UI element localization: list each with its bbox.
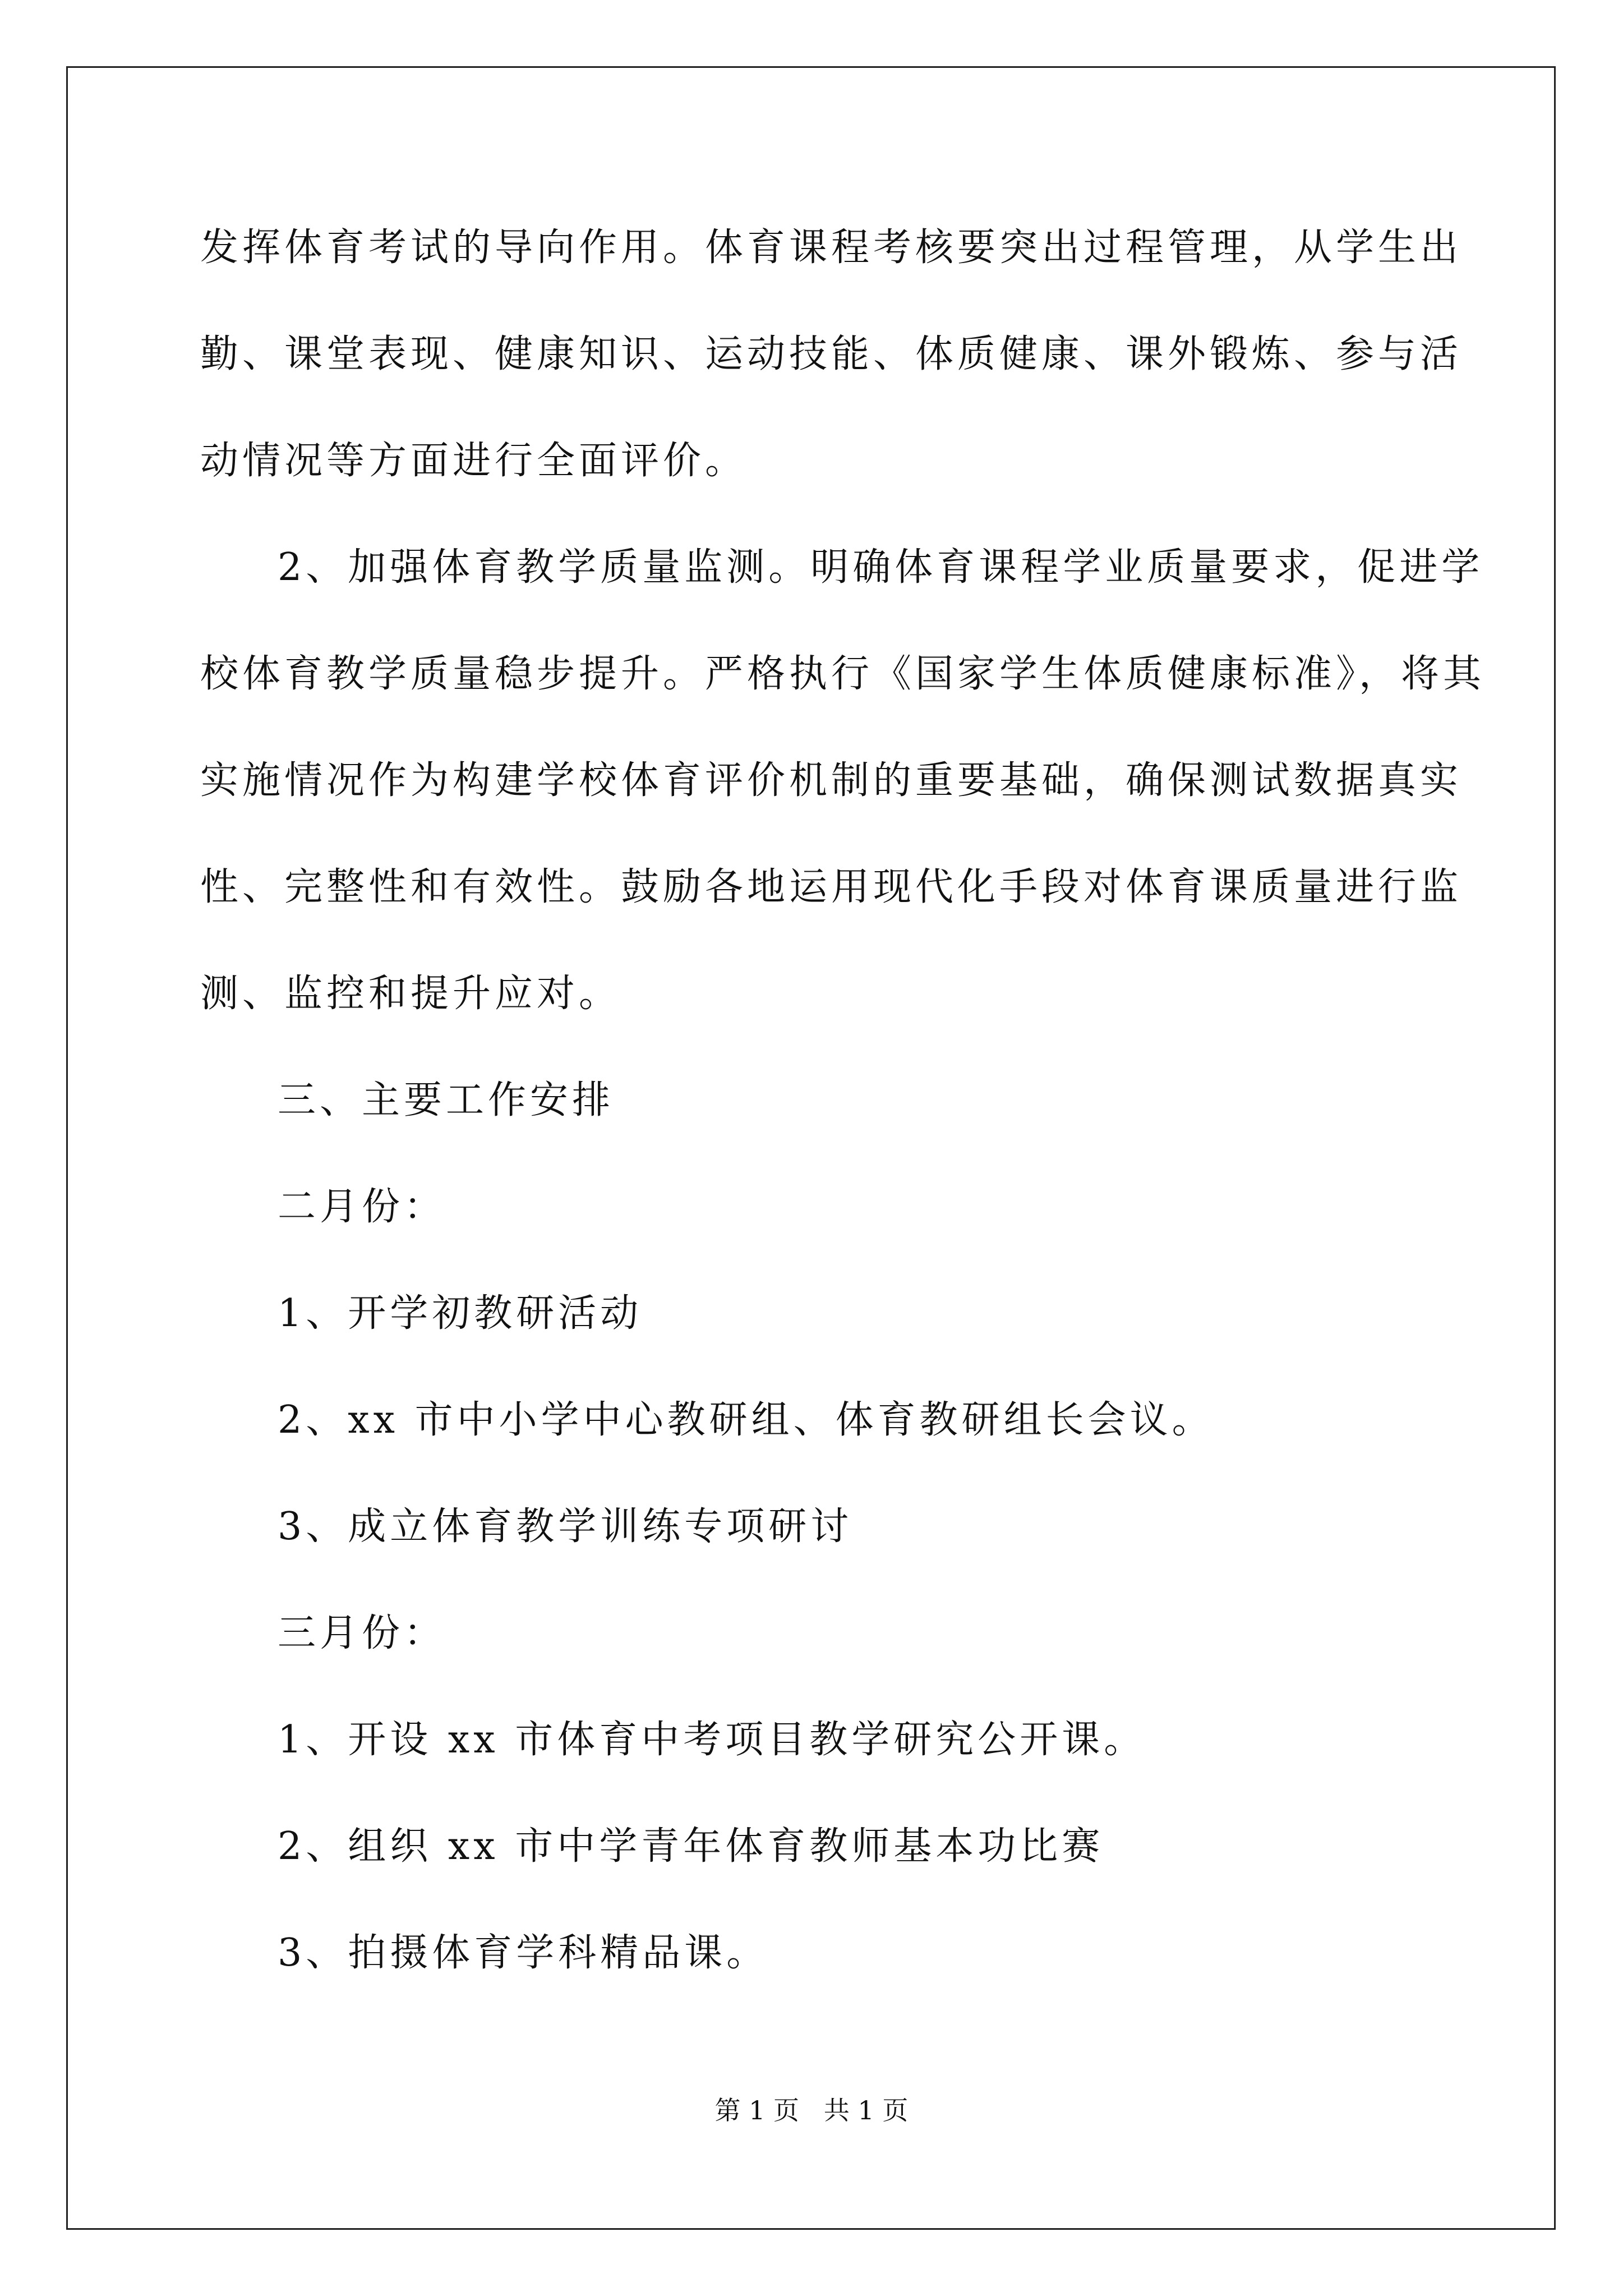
paragraph-line: 发挥体育考试的导向作用。体育课程考核要突出过程管理，从学生出 [200,226,1463,270]
month-heading: 三月份： [278,1611,446,1655]
list-item: 3、拍摄体育学科精品课。 [278,1931,769,1975]
paragraph-line: 测、监控和提升应对。 [200,972,621,1016]
list-item: 1、开设 xx 市体育中考项目教学研究公开课。 [278,1718,1146,1762]
paragraph-line: 校体育教学质量稳步提升。严格执行《国家学生体质健康标准》，将其 [200,652,1486,696]
paragraph-line: 动情况等方面进行全面评价。 [200,439,748,483]
paragraph-line: 勤、课堂表现、健康知识、运动技能、体质健康、课外锻炼、参与活 [200,332,1463,376]
paragraph-line: 2、加强体育教学质量监测。明确体育课程学业质量要求，促进学 [278,545,1484,590]
page-border [66,66,1556,2230]
list-item: 2、组织 xx 市中学青年体育教师基本功比赛 [278,1824,1104,1869]
paragraph-line: 实施情况作为构建学校体育评价机制的重要基础，确保测试数据真实 [200,758,1463,803]
page-footer: 第 1 页 共 1 页 [714,2095,909,2125]
list-item: 2、xx 市中小学中心教研组、体育教研组长会议。 [278,1398,1214,1442]
list-item: 3、成立体育教学训练专项研讨 [278,1504,853,1549]
section-heading: 三、主要工作安排 [278,1078,615,1122]
month-heading: 二月份： [278,1185,446,1229]
paragraph-line: 性、完整性和有效性。鼓励各地运用现代化手段对体育课质量进行监 [200,865,1463,909]
list-item: 1、开学初教研活动 [278,1291,643,1336]
